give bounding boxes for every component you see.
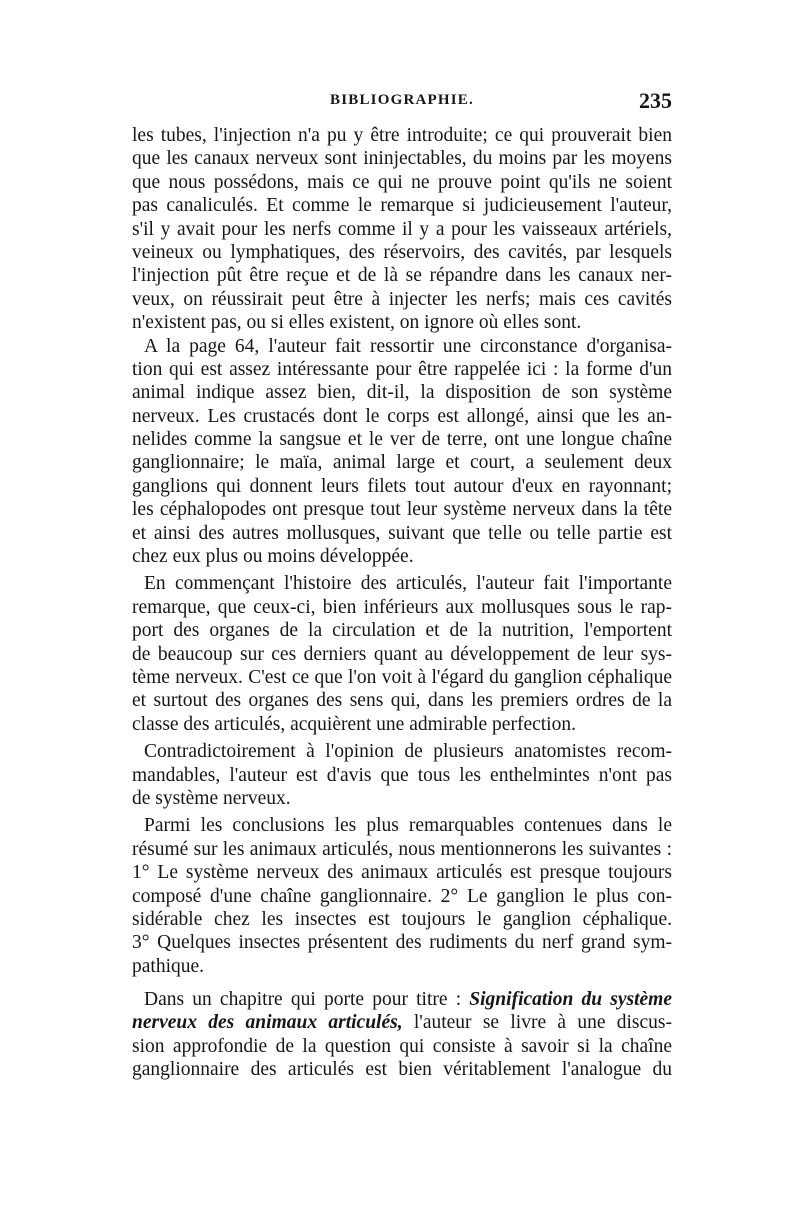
text-line: nelides comme la sangsue et le ver de terre, ont une longue chaîne: [132, 429, 672, 451]
text-line: et ainsi des autres mollusques, suivant que telle ou telle partie est: [132, 522, 672, 544]
text-line: [132, 1011, 672, 1034]
text-line: sion approfondie de la question qui consiste à savoir si la chaîne: [132, 1035, 672, 1057]
text-line: animal indique assez bien, dit-il, la disposition de son système: [132, 382, 672, 404]
text-line: classe des articulés, acquièrent une admirable perfection.: [132, 713, 576, 735]
italic-title-segment: nerveux des animaux articulés,: [132, 1012, 403, 1034]
text-line: 3° Quelques insectes présentent des rudiments du nerf grand sym-: [132, 932, 672, 954]
text-line: résumé sur les animaux articulés, nous mentionnerons les suivantes :: [132, 838, 672, 860]
text-line: mandables, l'auteur est d'avis que tous les enthelmintes n'ont pas: [132, 764, 672, 786]
body-text: [132, 124, 672, 1082]
text-line: chez eux plus ou moins développée.: [132, 546, 414, 568]
text-line: port des organes de la circulation et de la nutrition, l'emportent: [132, 620, 672, 642]
text-line: pathique.: [132, 955, 205, 977]
text-segment: l'auteur se livre à une discus-: [413, 1012, 673, 1034]
text-segment: Dans un chapitre qui porte pour titre :: [144, 989, 462, 1011]
text-line: ganglionnaire des articulés est bien véritablement l'analogue du: [132, 1059, 672, 1081]
italic-title-segment: Signification du système: [469, 989, 672, 1011]
text-line: sidérable chez les insectes est toujours le ganglion céphalique.: [132, 908, 672, 930]
text-line: En commençant l'histoire des articulés, l'auteur fait l'importante: [144, 573, 672, 595]
text-line: Parmi les conclusions les plus remarquables contenues dans le: [144, 815, 672, 837]
running-head-title: BIBLIOGRAPHIE.: [330, 92, 474, 108]
text-line: A la page 64, l'auteur fait ressortir une circonstance d'organisa-: [144, 335, 672, 357]
text-line: s'il y avait pour les nerfs comme il y a pour les vaisseaux artériels,: [132, 218, 672, 240]
page-number: 235: [639, 88, 672, 113]
text-line: que nous possédons, mais ce qui ne prouve point qu'ils ne soient: [132, 171, 672, 193]
text-line: tion qui est assez intéressante pour être rappelée ici : la forme d'un: [132, 358, 672, 380]
text-line: les tubes, l'injection n'a pu y être introduite; ce qui prouverait bien: [132, 125, 672, 146]
text-line: composé d'une chaîne ganglionnaire. 2° Le ganglion le plus con-: [132, 885, 672, 907]
text-line: tème nerveux. C'est ce que l'on voit à l'égard du ganglion céphalique: [132, 666, 672, 688]
text-line: pas canaliculés. Et comme le remarque si judicieusement l'auteur,: [132, 195, 672, 217]
running-head: [132, 88, 672, 116]
text-line: de beaucoup sur ces derniers quant au développement de leur sys-: [132, 643, 672, 665]
text-line: veineux ou lymphatiques, des réservoirs, des cavités, par lesquels: [132, 241, 672, 263]
text-line: et surtout des organes des sens qui, dans les premiers ordres de la: [132, 690, 672, 712]
text-line: [132, 988, 672, 1011]
text-line: n'existent pas, ou si elles existent, on ignore où elles sont.: [132, 312, 582, 334]
text-line: que les canaux nerveux sont ininjectables, du moins par les moyens: [132, 148, 672, 170]
text-line: ganglionnaire; le maïa, animal large et court, a seulement deux: [132, 452, 672, 474]
text-line: les céphalopodes ont presque tout leur système nerveux dans la tête: [132, 499, 672, 521]
text-line: l'injection pût être reçue et de là se répandre dans les canaux ner-: [132, 265, 672, 287]
text-line: ganglions qui donnent leurs filets tout autour d'eux en rayonnant;: [132, 475, 672, 497]
text-line: nerveux. Les crustacés dont le corps est allongé, ainsi que les an-: [132, 405, 672, 427]
text-line: remarque, que ceux-ci, bien inférieurs aux mollusques sous le rap-: [132, 596, 672, 618]
text-line: Contradictoirement à l'opinion de plusieurs anatomistes recom-: [144, 741, 672, 763]
text-line: veux, on réussirait peut être à injecter les nerfs; mais ces cavités: [132, 288, 672, 310]
text-line: de système nerveux.: [132, 787, 291, 809]
text-line: 1° Le système nerveux des animaux articulés est presque toujours: [132, 862, 672, 884]
